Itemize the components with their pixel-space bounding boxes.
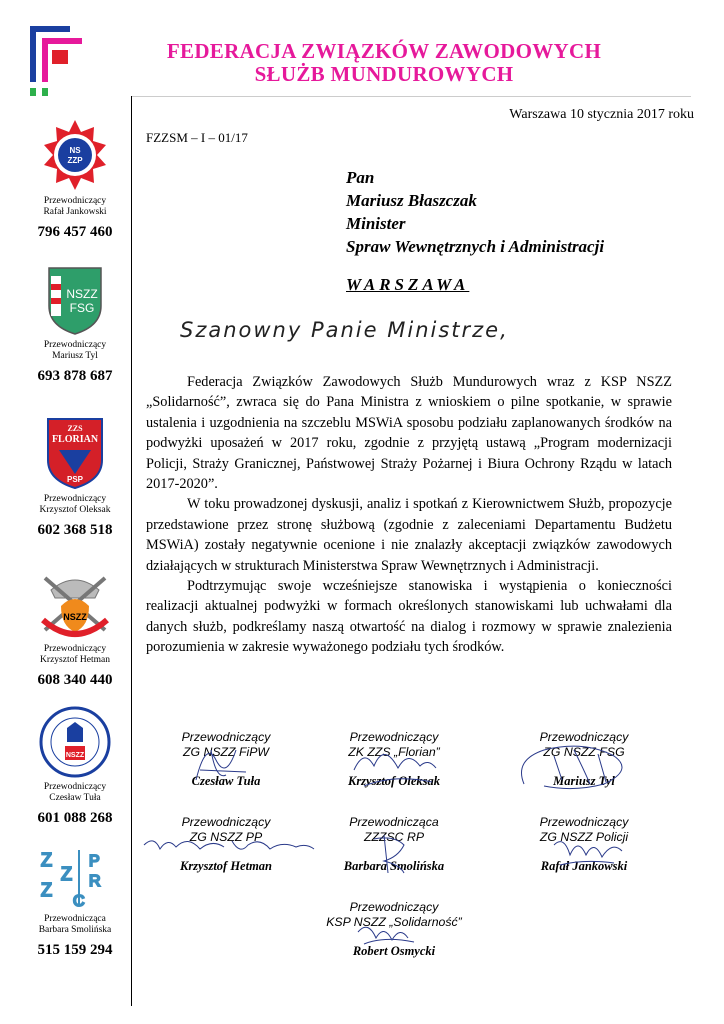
signature-unit: ZK ZZS „Florian” — [348, 745, 440, 759]
signature-name: Krzysztof Oleksak — [347, 774, 441, 788]
union-caption-role: Przewodnicząca — [44, 914, 106, 924]
signature-unit: ZG NSZZ FiPW — [182, 745, 270, 759]
federation-title — [84, 40, 684, 86]
svg-text:NSZZ: NSZZ — [66, 287, 98, 301]
signature-unit: ZG NSZZ FSG — [543, 745, 625, 759]
signature-block — [494, 730, 674, 789]
letter-date: Warszawa 10 stycznia 2017 roku — [509, 107, 694, 122]
handwritten-signature-icon — [136, 815, 326, 875]
addressee-line: Minister — [346, 214, 406, 233]
union-florian — [20, 416, 130, 539]
signature-name: Krzysztof Hetman — [179, 859, 273, 873]
union-phone: 601 088 268 — [37, 810, 113, 826]
handwritten-signature-icon — [304, 900, 484, 960]
signature-unit: ZG NSZZ PP — [189, 830, 263, 844]
pozarnictwo-emblem-icon — [37, 568, 113, 640]
title-line-1: FEDERACJA ZWIĄZKÓW ZAWODOWYCH — [166, 39, 602, 63]
union-fsg — [20, 266, 130, 385]
signature-block — [304, 730, 484, 789]
signature-block — [494, 815, 674, 874]
svg-text:C: C — [73, 893, 85, 910]
svg-text:NS: NS — [69, 146, 81, 155]
handwritten-signature-icon — [304, 730, 484, 790]
addressee-line: Mariusz Błaszczak — [346, 191, 477, 210]
body-paragraph: Federacja Związków Zawodowych Służb Mundurowych wraz z KSP NSZZ „Solidarność”, zwraca się do Pana Ministra z wnioskiem o pilne spotkanie, w sprawie ustalenia i uzgodnienia na szczeblu MSWiA sposobu podziału zaplanowanych środków na podwyżki uposażeń w 2017 roku, zgodnie z przyjętą ustawą „Program modernizacji Policji, Straży Granicznej, Państwowej Straży Pożarnej i Biura Ochrony Rządu w latach 2017-2020”. — [146, 374, 672, 493]
svg-text:ZZP: ZZP — [67, 156, 83, 165]
handwritten-signature-icon — [304, 815, 484, 875]
svg-text:NSZZ: NSZZ — [65, 752, 85, 759]
union-caption-role: Przewodniczący — [43, 644, 107, 654]
svg-text:NSZZ: NSZZ — [63, 612, 87, 622]
union-wieziennictwo — [20, 706, 130, 827]
addressee-line: Pan — [346, 168, 375, 187]
signature-unit: KSP NSZZ „Solidarność” — [326, 915, 462, 929]
signature-name: Robert Osmycki — [352, 944, 436, 958]
union-pozarnictwo — [20, 568, 130, 689]
wieziennictwo-emblem-icon — [39, 706, 111, 778]
svg-text:Z: Z — [41, 850, 52, 870]
signature-role: Przewodniczący — [539, 730, 629, 744]
union-caption-name: Czesław Tuła — [49, 793, 101, 803]
fsg-emblem-icon — [45, 266, 105, 336]
union-caption-role: Przewodniczący — [43, 782, 107, 792]
svg-text:FLORIAN: FLORIAN — [51, 434, 99, 445]
title-line-2: SŁUŻB MUNDUROWYCH — [254, 62, 514, 86]
signature-role: Przewodnicząca — [349, 815, 439, 829]
svg-text:P: P — [89, 853, 100, 870]
letter-reference: FZZSM – I – 01/17 — [146, 130, 248, 145]
svg-text:PSP: PSP — [66, 475, 84, 484]
signature-block — [304, 815, 484, 874]
handwritten-signature-icon — [136, 730, 316, 790]
union-caption-name: Barbara Smolińska — [38, 925, 112, 935]
signature-role: Przewodniczący — [349, 730, 439, 744]
svg-text:FSG: FSG — [69, 301, 95, 315]
union-caption-role: Przewodniczący — [43, 196, 107, 206]
signature-role: Przewodniczący — [349, 900, 439, 914]
federation-logo-icon — [30, 26, 84, 98]
signature-name: Barbara Smolińska — [343, 859, 445, 873]
union-phone: 693 878 687 — [37, 368, 113, 384]
signature-name: Mariusz Tyl — [553, 774, 615, 788]
union-policja — [20, 118, 130, 241]
svg-text:Z: Z — [41, 880, 52, 900]
addressee-block — [346, 166, 604, 258]
sidebar-divider — [131, 96, 132, 1006]
signature-block — [136, 815, 316, 874]
union-phone: 796 457 460 — [37, 224, 113, 240]
letter-body — [146, 372, 672, 658]
addressee-city: WARSZAWA — [346, 275, 470, 294]
signature-block — [304, 900, 484, 959]
signature-role: Przewodniczący — [181, 815, 271, 829]
nszzp-emblem-icon — [40, 118, 110, 192]
signature-unit: ZZZSC RP — [363, 830, 425, 844]
svg-text:ZZS: ZZS — [67, 424, 83, 433]
union-caption-role: Przewodniczący — [43, 494, 107, 504]
handwritten-signature-icon — [494, 815, 674, 875]
florian-emblem-icon — [45, 416, 105, 490]
union-caption-name: Rafał Jankowski — [43, 207, 107, 217]
body-paragraph: Podtrzymując swoje wcześniejsze stanowiska i wystąpienia o konieczności realizacji aktualnej podwyżki w formach określonych stanowiskami lub uchwałami dla danych służb, podkreślamy naszą otwartość na dialog i rozmowy w sprawie znalezienia porozumienia w zakresie wyważonego podziału tych środków. — [146, 578, 672, 656]
body-paragraph: W toku prowadzonej dyskusji, analiz i spotkań z Kierownictwem Służb, propozycje przedstawione przez stronę służbową (zgodnie z zaleceniami Departamentu Budżetu MSWiA) zostały negatywnie ocenione i nie znalazły akceptacji związków zawodowych działających w strukturach Ministerstwa Spraw Wewnętrznych i Administracji. — [146, 496, 672, 574]
zzzsc-emblem-icon — [35, 846, 115, 910]
signature-role: Przewodniczący — [539, 815, 629, 829]
svg-text:R: R — [89, 873, 101, 890]
salutation: Szanowny Panie Ministrze, — [180, 318, 509, 342]
addressee-line: Spraw Wewnętrznych i Administracji — [346, 237, 605, 256]
union-zzzsc — [20, 846, 130, 959]
union-caption-role: Przewodniczący — [43, 340, 107, 350]
svg-text:Z: Z — [61, 864, 72, 884]
signature-role: Przewodniczący — [181, 730, 271, 744]
signature-unit: ZG NSZZ Policji — [539, 830, 629, 844]
signature-name: Czesław Tuła — [191, 774, 261, 788]
union-phone: 515 159 294 — [37, 942, 113, 958]
union-caption-name: Mariusz Tyl — [52, 351, 98, 361]
header-divider — [131, 96, 691, 97]
union-caption-name: Krzysztof Oleksak — [39, 505, 111, 515]
handwritten-signature-icon — [494, 730, 674, 790]
union-phone: 608 340 440 — [37, 672, 113, 688]
signature-block — [136, 730, 316, 789]
union-phone: 602 368 518 — [37, 522, 113, 538]
union-caption-name: Krzysztof Hetman — [40, 655, 110, 665]
signature-name: Rafał Jankowski — [540, 859, 628, 873]
